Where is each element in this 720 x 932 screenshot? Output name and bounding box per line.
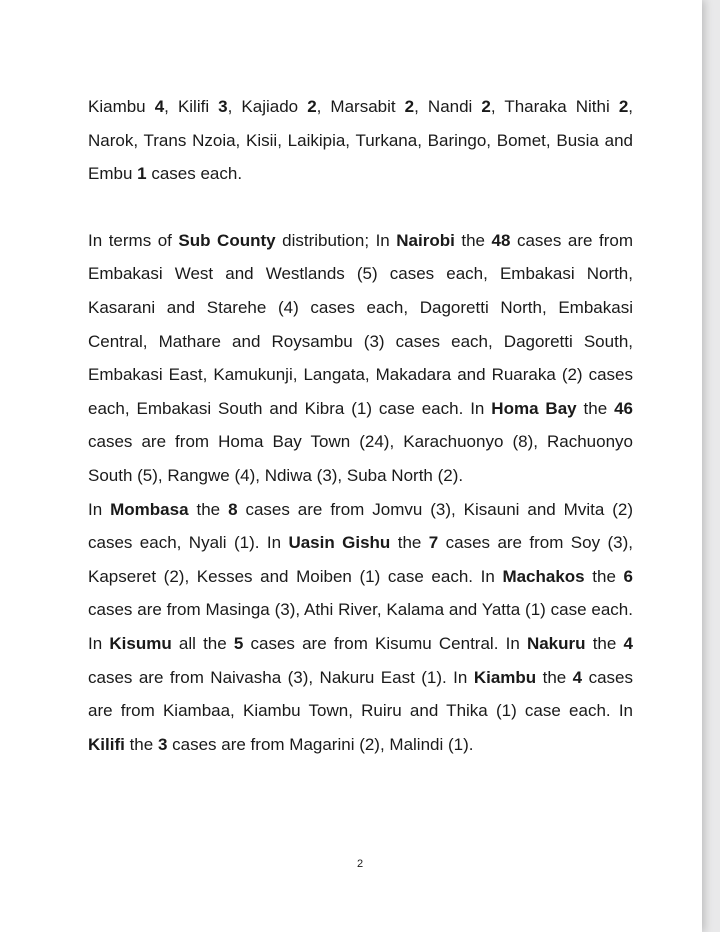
emphasis-text: 2	[307, 97, 317, 116]
body-text: cases are from Homa Bay Town (24), Karachuonyo (8), Rachuonyo South (5), Rangwe (4), Ndiwa (3), Suba North (2).	[88, 432, 633, 485]
emphasis-text: 1	[137, 164, 147, 184]
page-number: 2	[356, 858, 364, 870]
body-text: cases are from Embakasi West and Westlands (5) cases each, Embakasi North, Kasarani and Starehe (4) cases each, Dagoretti North, Embakasi Central, Mathare and Roysambu (3) cases each, Dagoretti South, Embakasi East, Kamukunji, Langata, Makadara and Ruaraka (2) cases each, Embakasi South and Kibra (1) case each. In	[88, 230, 633, 418]
body-text: the	[454, 230, 492, 250]
document-body	[88, 90, 633, 761]
body-text: the	[576, 398, 615, 418]
emphasis-text: 4	[623, 633, 633, 653]
body-text: distribution; In	[275, 230, 397, 250]
body-text: cases are from Magarini (2), Malindi (1).	[167, 734, 474, 754]
paragraph-sub-county-other-counties	[88, 493, 633, 762]
body-text: In terms of	[88, 230, 179, 250]
emphasis-text: 5	[233, 633, 244, 653]
body-text: the	[536, 667, 573, 687]
emphasis-text: 6	[623, 566, 633, 586]
body-text: the	[390, 533, 429, 553]
body-text: all the	[171, 633, 234, 653]
body-text: , Tharaka Nithi	[490, 97, 619, 116]
emphasis-text: 46	[614, 398, 633, 418]
emphasis-text: 8	[228, 499, 238, 519]
body-text: , Kilifi	[164, 97, 219, 116]
emphasis-text: Kisumu	[109, 633, 172, 653]
emphasis-text: 2	[618, 97, 629, 116]
body-text: , Nandi	[414, 97, 482, 116]
body-text: the	[188, 499, 229, 519]
body-text: , Narok, Trans Nzoia, Kisii, Laikipia, Turkana, Baringo, Bomet, Busia and Embu	[88, 97, 634, 184]
paragraph-sub-county-nairobi-homa-bay	[88, 224, 633, 493]
emphasis-text: Mombasa	[110, 499, 189, 519]
body-text: Kiambu	[88, 97, 155, 116]
emphasis-text: Uasin Gishu	[288, 533, 391, 553]
emphasis-text: Machakos	[502, 566, 585, 586]
emphasis-text: 4	[154, 97, 165, 116]
emphasis-text: 48	[491, 230, 511, 250]
emphasis-text: Sub County	[178, 230, 276, 250]
emphasis-text: Nakuru	[526, 633, 586, 653]
body-text: , Marsabit	[316, 97, 405, 116]
body-text: the	[584, 566, 624, 586]
body-text: In	[88, 499, 111, 519]
body-text: cases each.	[146, 164, 243, 184]
body-text: the	[124, 734, 158, 754]
body-text: cases are from Soy (3), Kapseret (2), Kesses and Moiben (1) case each. In	[88, 533, 634, 586]
body-text: , Kajiado	[227, 97, 308, 116]
emphasis-text: 7	[428, 533, 439, 553]
emphasis-text: 4	[572, 667, 583, 687]
body-text: cases are from Kisumu Central. In	[243, 633, 527, 653]
body-text: cases are from Naivasha (3), Nakuru East (1). In	[88, 667, 474, 687]
emphasis-text: Kilifi	[88, 734, 125, 754]
emphasis-text: Nairobi	[396, 230, 455, 250]
body-text: cases are from Masinga (3), Athi River, Kalama and Yatta (1) case each. In	[88, 600, 633, 653]
emphasis-text: 2	[481, 97, 491, 116]
emphasis-text: 3	[218, 97, 228, 116]
paragraph-county-summary	[88, 90, 633, 191]
emphasis-text: 2	[404, 97, 415, 116]
emphasis-text: 3	[157, 734, 168, 754]
body-text: cases are from Jomvu (3), Kisauni and Mvita (2) cases each, Nyali (1). In	[88, 499, 634, 553]
emphasis-text: Homa Bay	[491, 398, 577, 418]
body-text: the	[585, 633, 624, 653]
emphasis-text: Kiambu	[473, 667, 537, 687]
body-text: cases are from Kiambaa, Kiambu Town, Ruiru and Thika (1) case each. In	[88, 667, 633, 721]
